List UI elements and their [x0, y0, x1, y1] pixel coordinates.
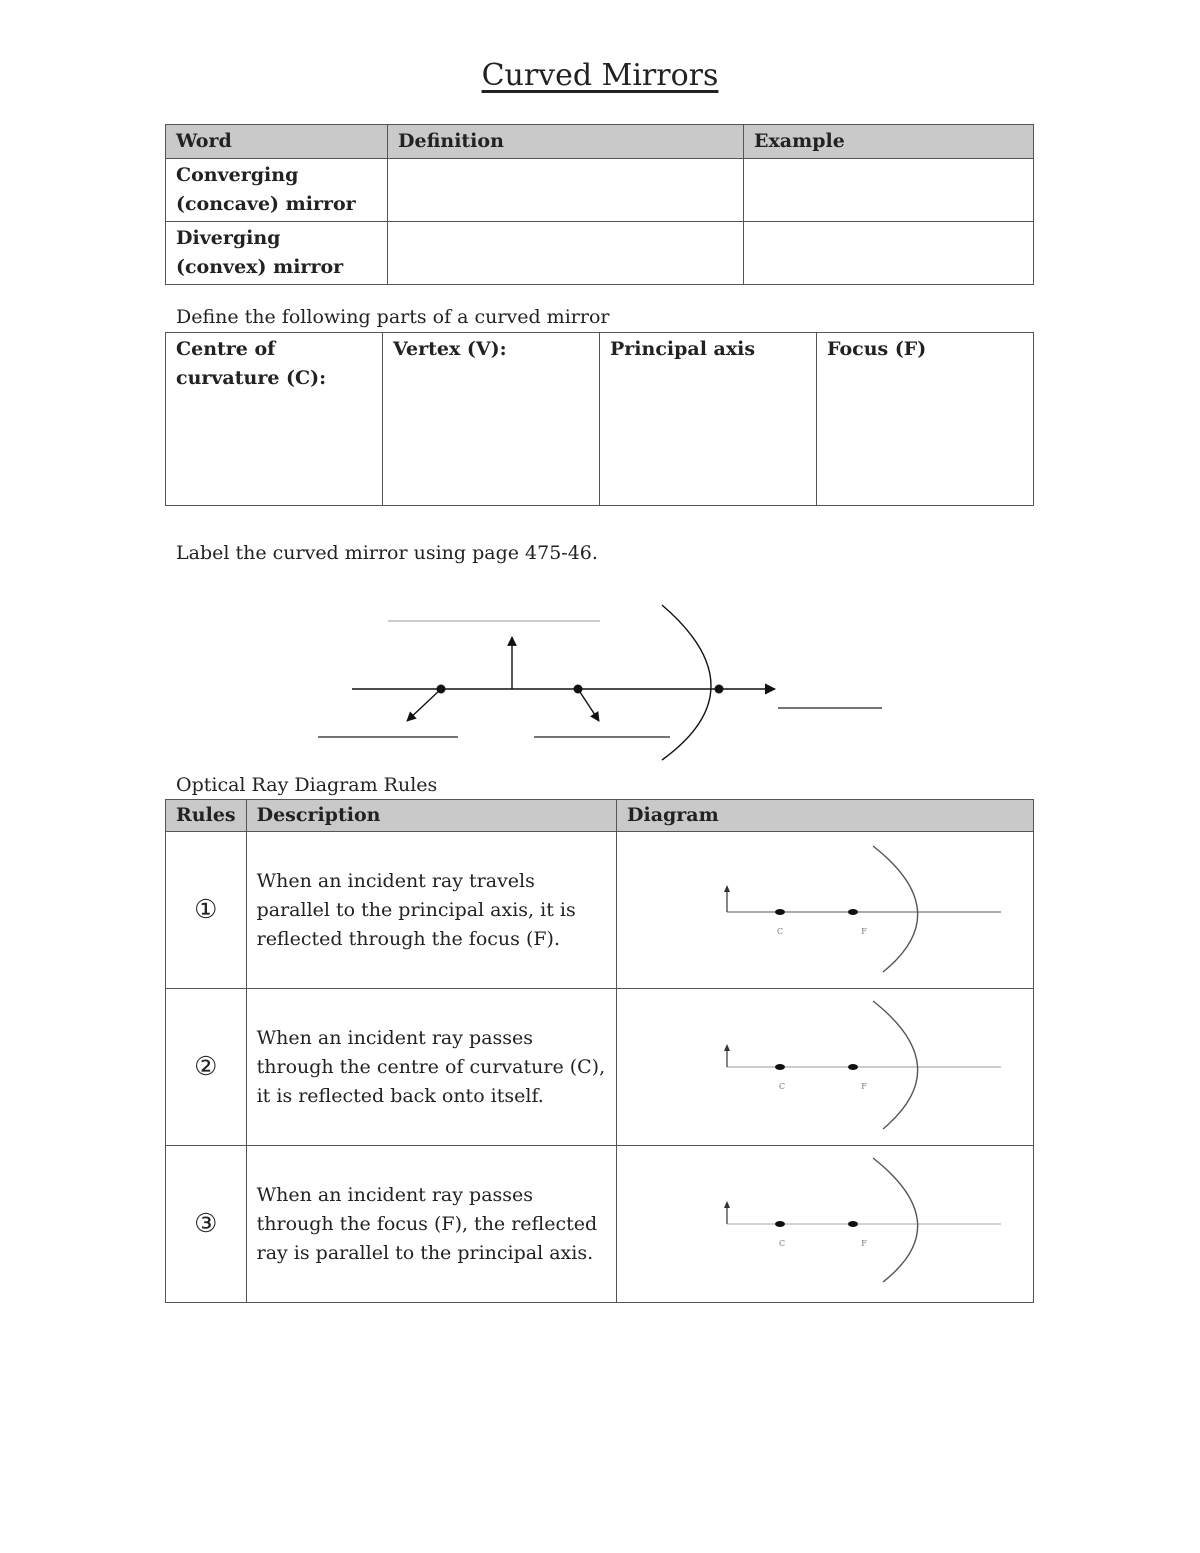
parts-table	[165, 332, 1034, 506]
pointer-arrow-icon	[407, 689, 441, 721]
point-c-label: C	[776, 927, 784, 936]
column-header: Definition	[388, 125, 744, 159]
vocabulary-table	[165, 124, 1034, 285]
column-header: Example	[744, 125, 1034, 159]
point-f-label: F	[861, 927, 867, 936]
pointer-arrow-icon	[578, 689, 599, 721]
column-header: Diagram	[617, 800, 1034, 832]
rule-number: ①	[166, 832, 247, 989]
table-header-row	[166, 800, 1034, 832]
rule-number: ③	[166, 1146, 247, 1303]
table-row	[166, 333, 1034, 506]
mirror-curve	[873, 846, 918, 972]
focus-label: Focus (F)	[827, 338, 927, 360]
rule-diagram	[617, 832, 1034, 989]
object-arrow-icon	[724, 1201, 730, 1208]
example-cell[interactable]	[744, 222, 1034, 285]
mirror-curve	[873, 1158, 918, 1282]
word-cell: Converging (concave) mirror	[166, 159, 388, 222]
point-c-label: C	[778, 1082, 786, 1091]
word-cell: Diverging (convex) mirror	[166, 222, 388, 285]
definition-cell[interactable]	[388, 159, 744, 222]
table-row	[166, 832, 1034, 989]
rules-heading: Optical Ray Diagram Rules	[176, 774, 438, 796]
point-c-label: C	[778, 1239, 786, 1248]
example-cell[interactable]	[744, 159, 1034, 222]
rule-diagram	[617, 1146, 1034, 1303]
object-arrow-icon	[724, 885, 730, 892]
rule-number: ②	[166, 989, 247, 1146]
point-c-dot	[775, 909, 785, 915]
part-cell-principal-axis[interactable]: Principal axis	[600, 333, 817, 506]
table-header-row	[166, 125, 1034, 159]
point-f-dot	[848, 1064, 858, 1070]
rule-diagram	[617, 989, 1034, 1146]
column-header: Word	[166, 125, 388, 159]
page-title: Curved Mirrors	[481, 58, 719, 93]
parts-instruction: Define the following parts of a curved mirror	[176, 306, 610, 328]
definition-cell[interactable]	[388, 222, 744, 285]
rule-description: When an incident ray travels parallel to the principal axis, it is reflected through the focus (F).	[246, 832, 616, 989]
point-c-dot	[775, 1064, 785, 1070]
part-cell-centre[interactable]: Centre of curvature (C):	[166, 333, 383, 506]
point-f-label: F	[861, 1082, 867, 1091]
part-cell-vertex[interactable]: Vertex (V):	[383, 333, 600, 506]
part-cell-focus[interactable]	[817, 333, 1034, 506]
point-f-label: F	[861, 1239, 867, 1248]
ray-diagram-2	[617, 989, 1033, 1145]
mirror-label-diagram	[300, 595, 900, 765]
point-f-dot	[574, 685, 583, 694]
label-instruction: Label the curved mirror using page 475-46.	[176, 542, 598, 564]
table-row	[166, 1146, 1034, 1303]
point-f-dot	[848, 1221, 858, 1227]
ray-diagram-3	[617, 1146, 1033, 1302]
point-f-dot	[848, 909, 858, 915]
column-header: Rules	[166, 800, 247, 832]
point-v-dot	[715, 685, 724, 694]
point-c-dot	[775, 1221, 785, 1227]
table-row	[166, 989, 1034, 1146]
mirror-curve	[873, 1001, 918, 1129]
column-header: Description	[246, 800, 616, 832]
rule-description: When an incident ray passes through the focus (F), the reflected ray is parallel to the principal axis.	[246, 1146, 616, 1303]
table-row	[166, 222, 1034, 285]
table-row	[166, 159, 1034, 222]
point-c-dot	[437, 685, 446, 694]
rules-table	[165, 799, 1034, 1303]
object-arrow-icon	[724, 1044, 730, 1051]
rule-description: When an incident ray passes through the centre of curvature (C), it is reflected back onto itself.	[246, 989, 616, 1146]
ray-diagram-1	[617, 832, 1033, 988]
